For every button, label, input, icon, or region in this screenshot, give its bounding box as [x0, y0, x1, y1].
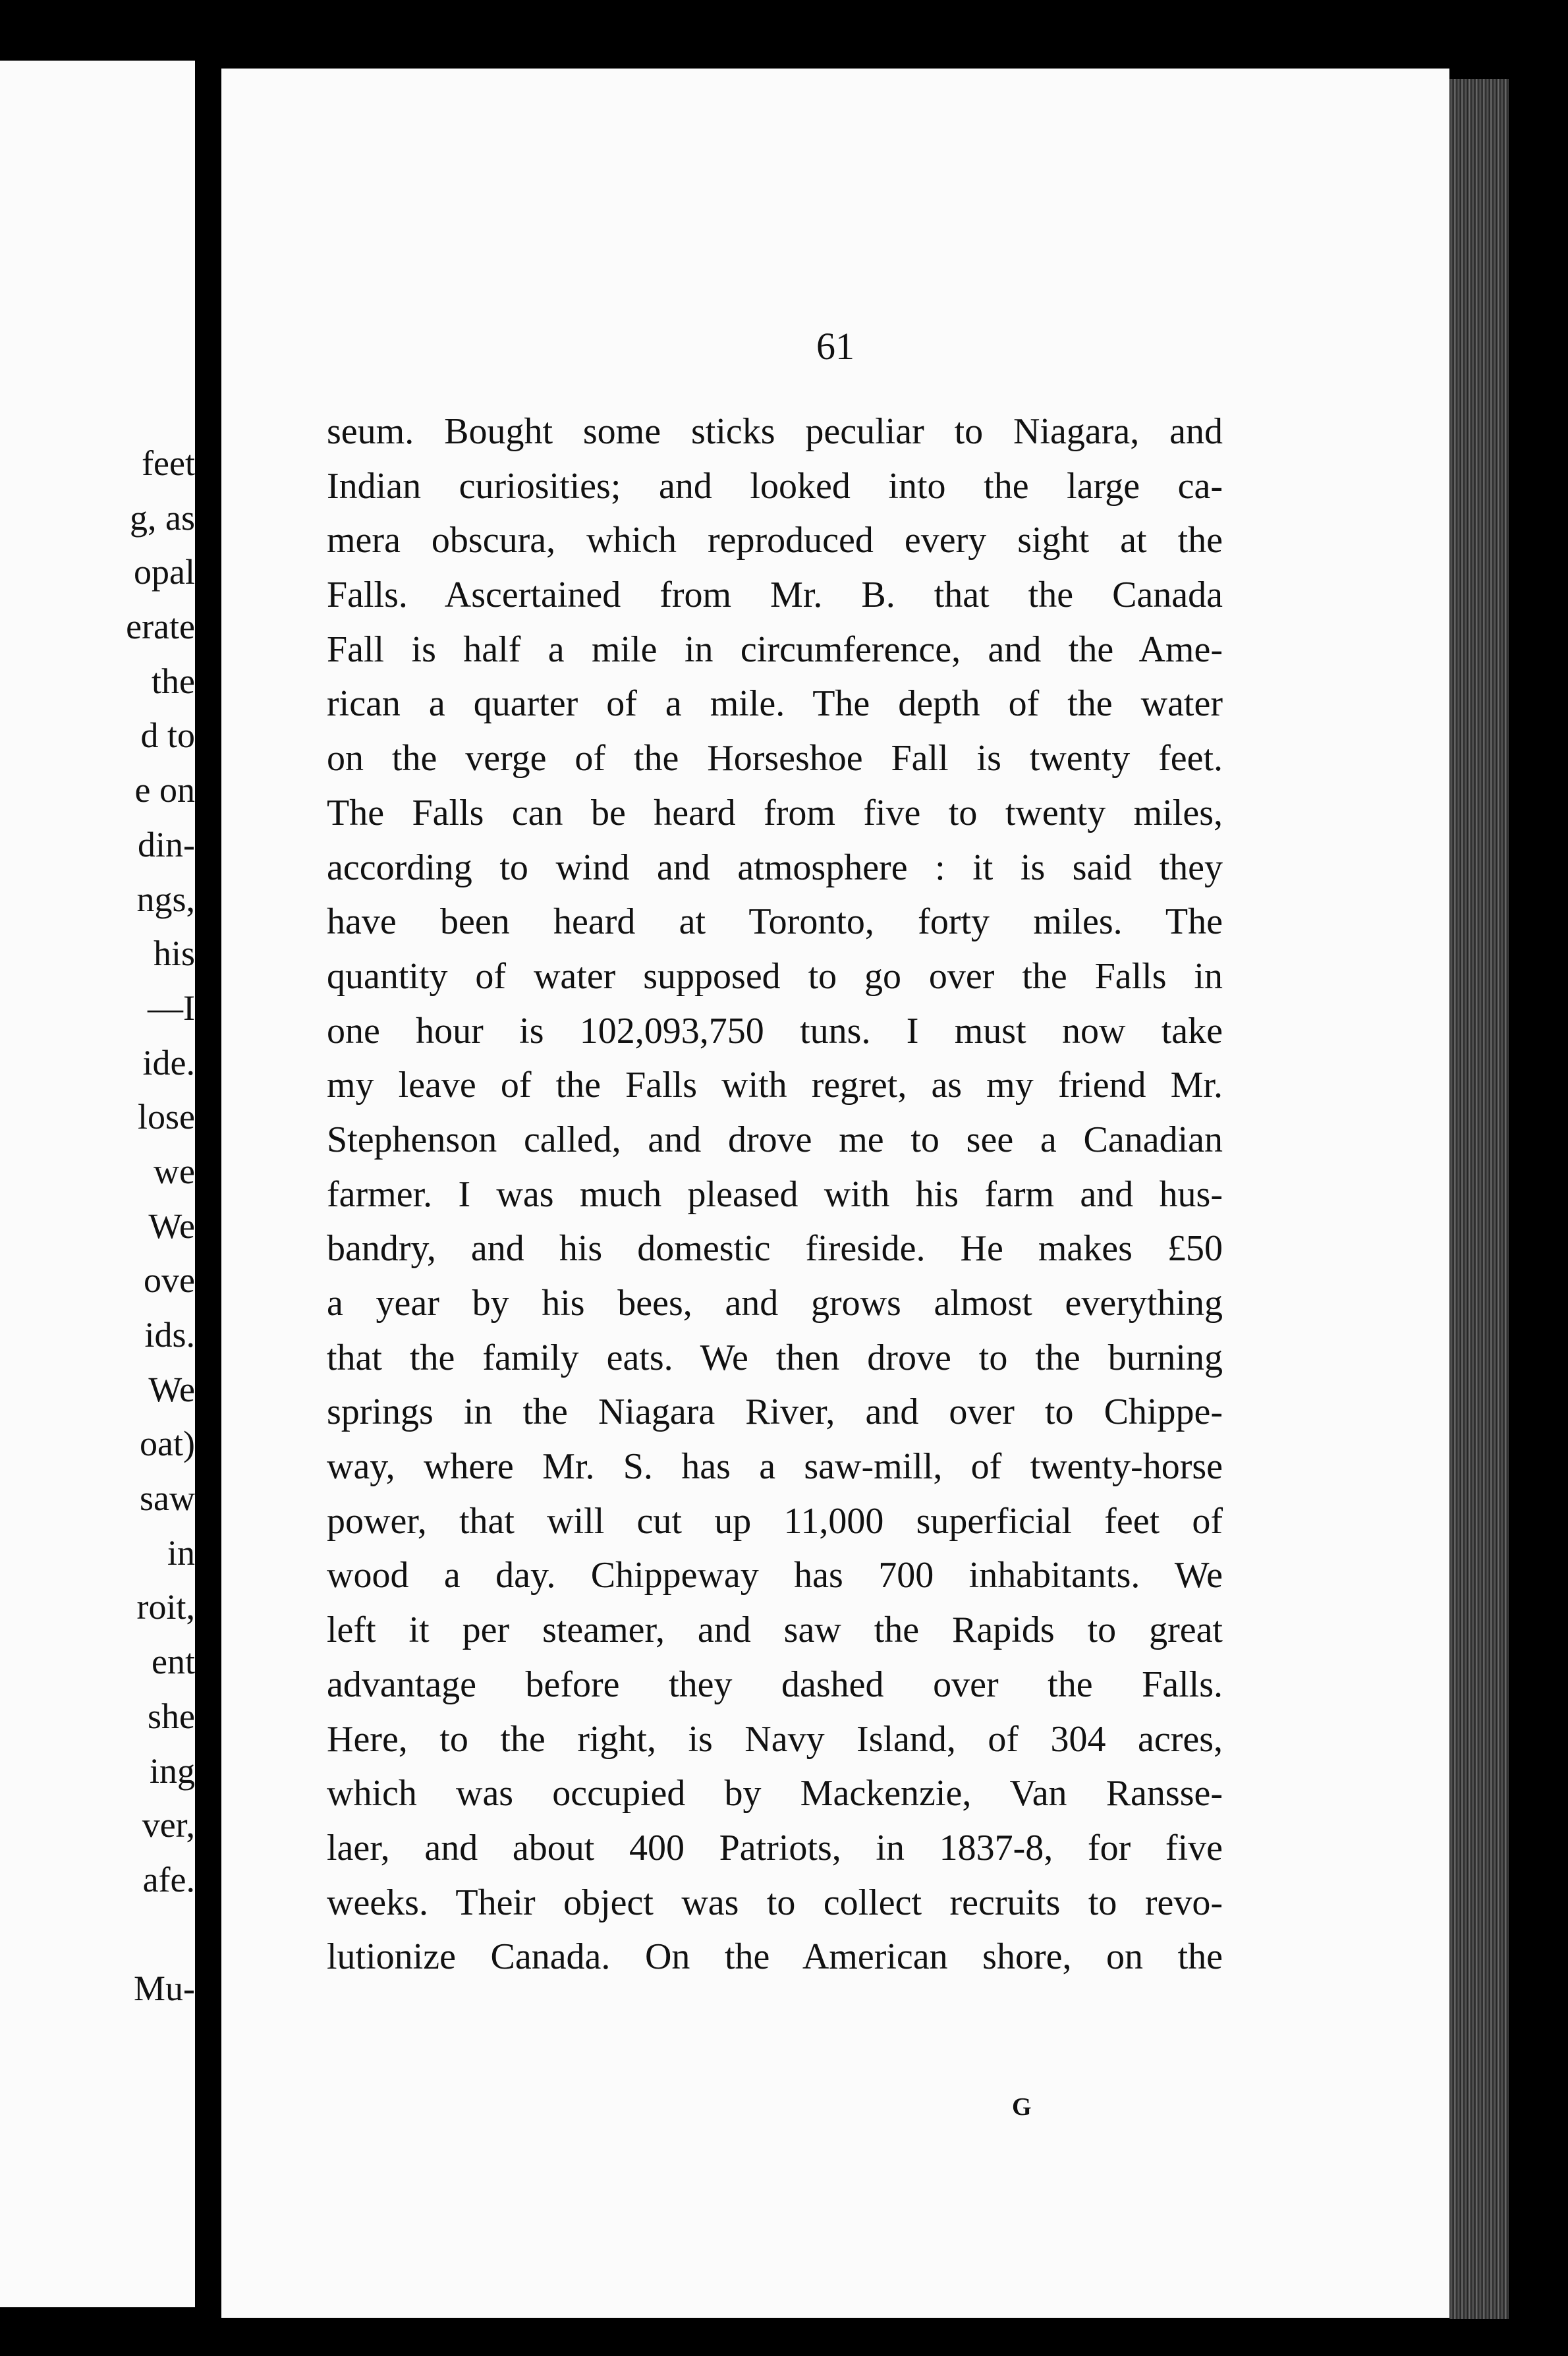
text-line: way, where Mr. S. has a saw-mill, of twenty-horse	[327, 1446, 1223, 1488]
previous-page-line: the	[152, 661, 195, 701]
previous-page-line: his	[153, 934, 195, 974]
previous-page	[0, 61, 195, 2307]
previous-page-line: oat)	[140, 1424, 195, 1464]
text-line: power, that will cut up 11,000 superficial feet of	[327, 1500, 1223, 1542]
text-line: on the verge of the Horseshoe Fall is twenty feet.	[327, 738, 1223, 779]
previous-page-line: Mu-	[134, 1969, 195, 2009]
previous-page-line: d to	[140, 715, 195, 756]
text-line: advantage before they dashed over the Falls.	[327, 1664, 1223, 1705]
text-line: one hour is 102,093,750 tuns. I must now take	[327, 1010, 1223, 1052]
previous-page-line: lose	[138, 1097, 195, 1137]
previous-page-line: ngs,	[136, 879, 195, 919]
previous-page-line: We	[148, 1206, 195, 1246]
text-line: laer, and about 400 Patriots, in 1837-8, for five	[327, 1827, 1223, 1868]
previous-page-line: afe.	[142, 1859, 195, 1899]
text-line: Falls. Ascertained from Mr. B. that the Canada	[327, 575, 1223, 616]
previous-page-line: ent	[152, 1642, 195, 1682]
previous-page-line: erate	[126, 607, 195, 647]
previous-page-line: —I	[148, 988, 195, 1028]
text-line: Indian curiosities; and looked into the large ca-	[327, 465, 1223, 507]
text-line: Stephenson called, and drove me to see a Canadian	[327, 1119, 1223, 1160]
text-line: have been heard at Toronto, forty miles. The	[327, 901, 1223, 943]
text-line: lutionize Canada. On the American shore, on the	[327, 1936, 1223, 1978]
text-line: quantity of water supposed to go over the Falls in	[327, 955, 1223, 997]
text-line: a year by his bees, and grows almost everything	[327, 1283, 1223, 1324]
previous-page-line: feet	[142, 443, 195, 483]
book-page	[221, 69, 1449, 2318]
previous-page-line: e on	[134, 770, 195, 810]
previous-page-line: ove	[144, 1260, 195, 1301]
text-line: Here, to the right, is Navy Island, of 304 acres,	[327, 1718, 1223, 1760]
previous-page-line: we	[154, 1151, 195, 1191]
previous-page-line: roit,	[136, 1587, 195, 1627]
previous-page-line: We	[148, 1369, 195, 1409]
previous-page-line: opal	[134, 552, 195, 592]
text-line: which was occupied by Mackenzie, Van Ransse-	[327, 1773, 1223, 1814]
page-edges	[1449, 79, 1509, 2319]
text-line: mera obscura, which reproduced every sight at the	[327, 520, 1223, 561]
previous-page-line	[0, 1907, 195, 1962]
text-line: bandry, and his domestic fireside. He makes £50	[327, 1228, 1223, 1270]
text-line: my leave of the Falls with regret, as my friend Mr.	[327, 1065, 1223, 1106]
text-line: that the family eats. We then drove to the burning	[327, 1337, 1223, 1378]
previous-page-line: ver,	[142, 1805, 195, 1845]
text-line: according to wind and atmosphere : it is said they	[327, 847, 1223, 888]
page-body	[327, 405, 1223, 1984]
signature-mark: G	[1012, 2093, 1032, 2121]
text-line: farmer. I was much pleased with his farm and hus-	[327, 1173, 1223, 1215]
previous-page-text	[0, 436, 195, 2016]
previous-page-line: she	[148, 1696, 195, 1736]
previous-page-line: ide.	[142, 1042, 195, 1082]
text-line: springs in the Niagara River, and over to Chippe-	[327, 1391, 1223, 1433]
previous-page-line: ing	[149, 1751, 195, 1791]
previous-page-line: din-	[138, 824, 195, 864]
previous-page-line: in	[167, 1532, 195, 1573]
text-line: seum. Bought some sticks peculiar to Niagara, and	[327, 411, 1223, 452]
previous-page-line: ids.	[144, 1315, 195, 1355]
text-line: The Falls can be heard from five to twenty miles,	[327, 792, 1223, 833]
previous-page-line: g, as	[130, 497, 195, 538]
text-line: left it per steamer, and saw the Rapids to great	[327, 1610, 1223, 1651]
text-line: wood a day. Chippeway has 700 inhabitants. We	[327, 1555, 1223, 1596]
text-line: rican a quarter of a mile. The depth of the water	[327, 683, 1223, 725]
page-number: 61	[816, 325, 854, 368]
text-line: Fall is half a mile in circumference, and the Ame-	[327, 629, 1223, 670]
text-line: weeks. Their object was to collect recruits to revo-	[327, 1882, 1223, 1923]
previous-page-line: saw	[140, 1478, 195, 1519]
